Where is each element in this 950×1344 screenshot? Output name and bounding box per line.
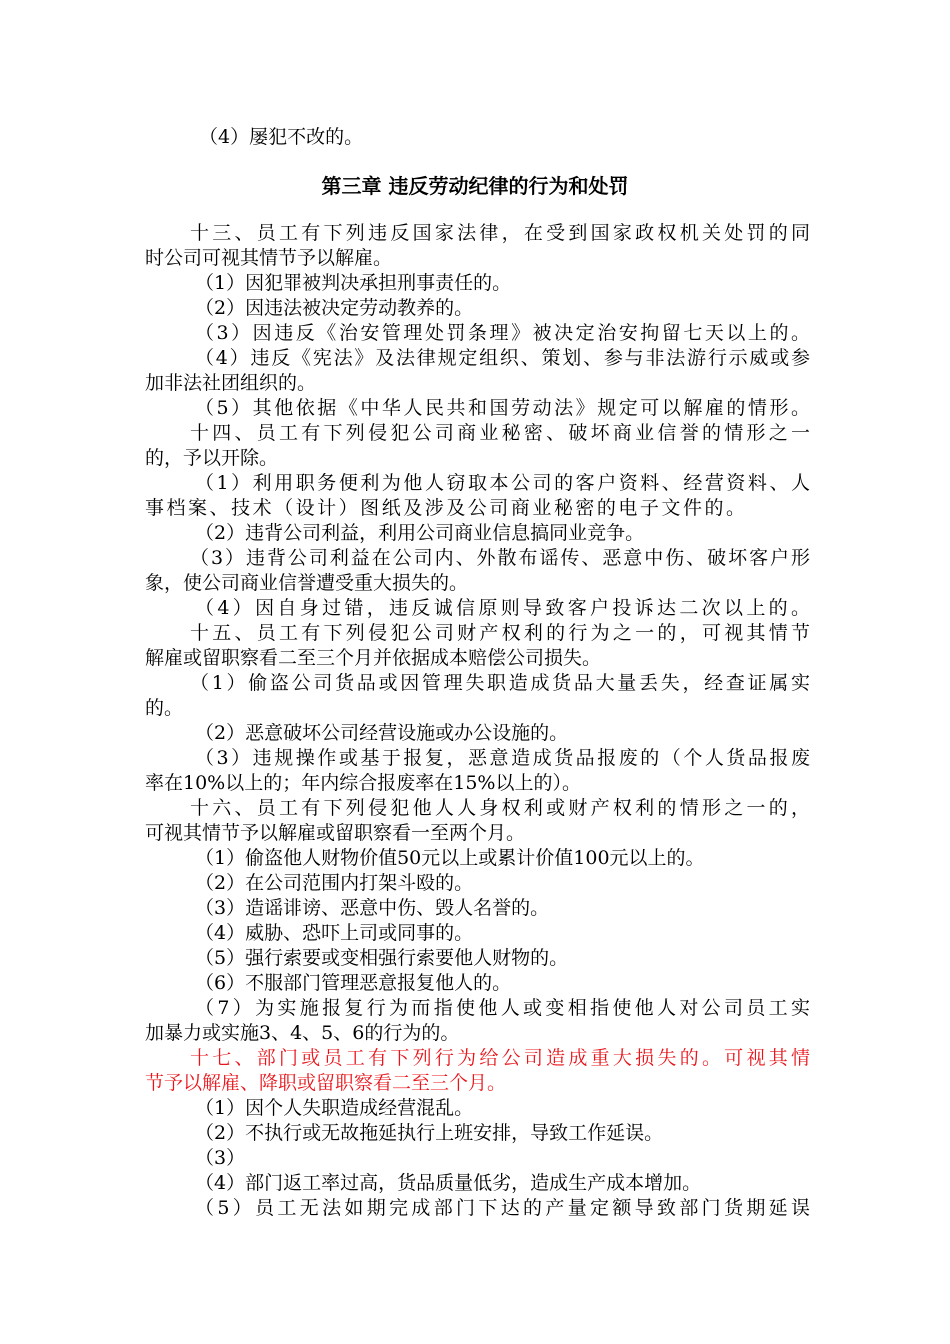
- paragraph-line: （3）: [195, 1147, 246, 1169]
- paragraph-line: （6）不服部门管理恶意报复他人的。: [195, 972, 512, 994]
- paragraph-line: 解雇或留职察看二至三个月并依据成本赔偿公司损失。: [145, 647, 602, 669]
- paragraph-line: 象，使公司商业信誉遭受重大损失的。: [145, 572, 469, 594]
- paragraph-line: 率在10%以上的；年内综合报废率在15%以上的）。: [145, 772, 581, 794]
- paragraph-line: 可视其情节予以解雇或留职察看一至两个月。: [145, 822, 526, 844]
- paragraph-line: （1）偷盗公司货品或因管理失职造成货品大量丢失，经查证属实: [190, 672, 810, 694]
- paragraph-line: 时公司可视其情节予以解雇。: [145, 247, 393, 269]
- paragraph-line: （4）部门返工率过高，货品质量低劣，造成生产成本增加。: [195, 1172, 702, 1194]
- paragraph-line: 加暴力或实施3、4、5、6的行为的。: [145, 1022, 460, 1044]
- paragraph-line: （3）违规操作或基于报复，恶意造成货品报废的（个人货品报废: [195, 747, 810, 769]
- paragraph-line: （4）违反《宪法》及法律规定组织、策划、参与非法游行示威或参: [195, 347, 810, 369]
- paragraph-line: 十六、员工有下列侵犯他人人身权利或财产权利的情形之一的，: [190, 797, 810, 819]
- paragraph-line: （3）因违反《治安管理处罚条理》被决定治安拘留七天以上的。: [195, 322, 810, 344]
- paragraph-line: 十三、员工有下列违反国家法律，在受到国家政权机关处罚的同: [190, 222, 810, 244]
- paragraph-line: 的。: [145, 697, 184, 719]
- paragraph-line: （5）员工无法如期完成部门下达的产量定额导致部门货期延误: [195, 1197, 810, 1219]
- paragraph-line: 的，予以开除。: [145, 447, 279, 469]
- paragraph-line: （1）因犯罪被判决承担刑事责任的。: [195, 272, 512, 294]
- paragraph-line: （4）因自身过错，违反诚信原则导致客户投诉达二次以上的。: [195, 597, 810, 619]
- paragraph-line: （2）不执行或无故拖延执行上班安排，导致工作延误。: [195, 1122, 664, 1144]
- paragraph-line: （1）利用职务便利为他人窃取本公司的客户资料、经营资料、人: [195, 472, 810, 494]
- paragraph-line: （2）因违法被决定劳动教养的。: [195, 297, 474, 319]
- paragraph-line: 十五、员工有下列侵犯公司财产权利的行为之一的，可视其情节: [190, 622, 810, 644]
- highlighted-paragraph-line: 十七、部门或员工有下列行为给公司造成重大损失的。可视其情: [190, 1047, 810, 1069]
- paragraph-line: （3）造谣诽谤、恶意中伤、毁人名誉的。: [195, 897, 550, 919]
- paragraph-line: （4）屡犯不改的。: [199, 126, 364, 148]
- paragraph-line: （5）强行索要或变相强行索要他人财物的。: [195, 947, 569, 969]
- paragraph-line: 加非法社团组织的。: [145, 372, 317, 394]
- highlighted-paragraph-line: 节予以解雇、降职或留职察看二至三个月。: [145, 1072, 507, 1094]
- paragraph-line: （2）违背公司利益，利用公司商业信息搞同业竞争。: [195, 522, 645, 544]
- paragraph-line: 事档案、技术（设计）图纸及涉及公司商业秘密的电子文件的。: [145, 497, 745, 519]
- paragraph-line: （3）违背公司利益在公司内、外散布谣传、恶意中伤、破坏客户形: [190, 547, 810, 569]
- paragraph-line: （1）因个人失职造成经营混乱。: [195, 1097, 474, 1119]
- paragraph-line: （5）其他依据《中华人民共和国劳动法》规定可以解雇的情形。: [195, 397, 810, 419]
- paragraph-line: （7）为实施报复行为而指使他人或变相指使他人对公司员工实: [195, 997, 810, 1019]
- paragraph-line: （1）偷盗他人财物价值50元以上或累计价值100元以上的。: [195, 847, 705, 869]
- paragraph-line: 十四、员工有下列侵犯公司商业秘密、破坏商业信誉的情形之一: [190, 422, 810, 444]
- paragraph-line: （2）恶意破坏公司经营设施或办公设施的。: [195, 722, 569, 744]
- paragraph-line: （4）威胁、恐吓上司或同事的。: [195, 922, 474, 944]
- paragraph-line: （2）在公司范围内打架斗殴的。: [195, 872, 474, 894]
- chapter-title: 第三章 违反劳动纪律的行为和处罚: [321, 174, 629, 198]
